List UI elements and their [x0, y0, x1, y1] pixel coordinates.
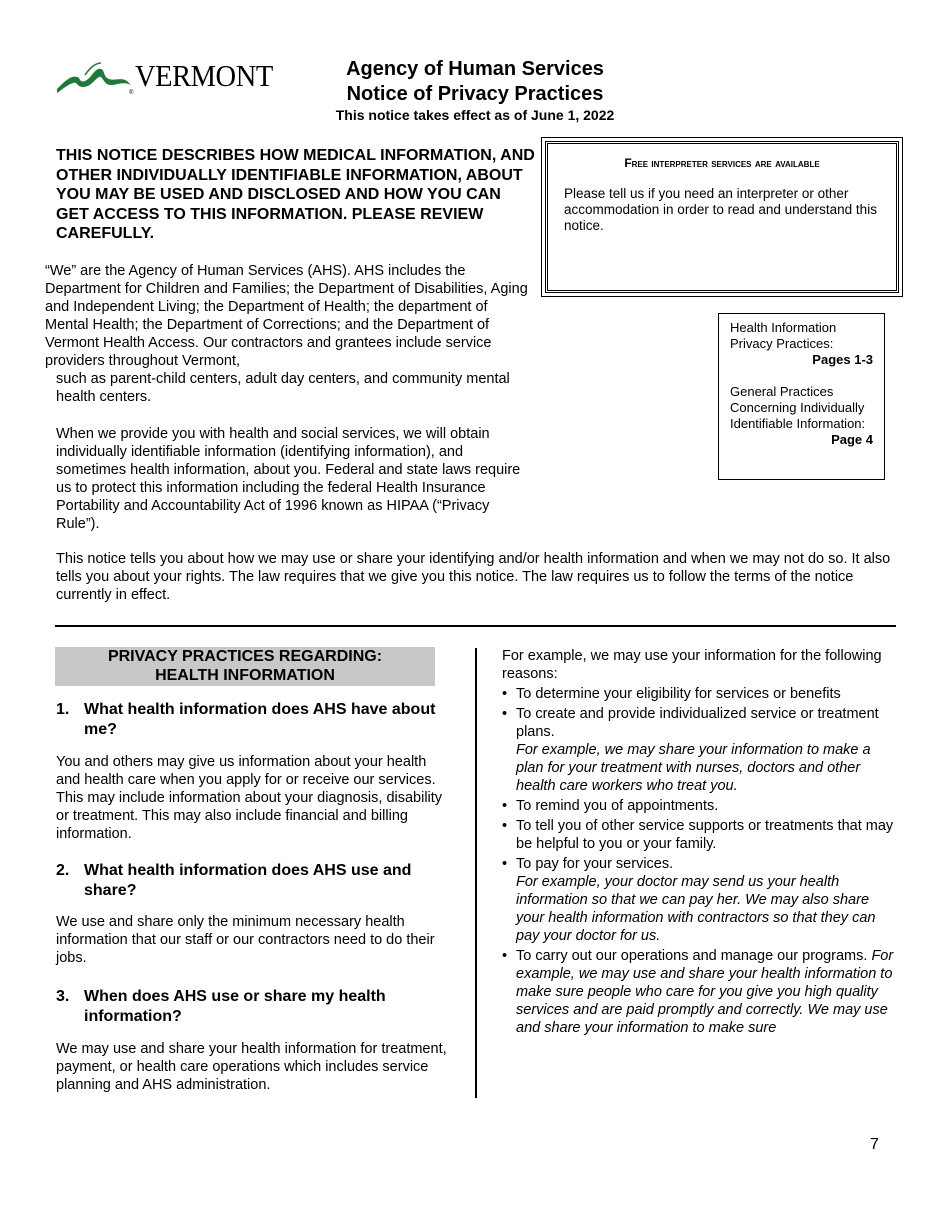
reasons-intro: For example, we may use your information for the following reasons: — [502, 648, 882, 682]
horizontal-divider — [55, 625, 896, 627]
question-heading — [56, 987, 446, 1026]
notice-tells-paragraph: This notice tells you about how we may use or share your identifying and/or health information and when we may not do so. It also tells you about your rights. The law requires that we give you this notice. The law requires us to follow the terms of the notice currently in effect. — [56, 551, 891, 603]
list-item — [502, 855, 897, 945]
interpreter-notice-box — [545, 141, 899, 293]
section-heading-line: HEALTH INFORMATION — [155, 667, 335, 684]
answer-paragraph: You and others may give us information about your health and health care when you apply for or receive our services. This may include information about your diagnosis, disability or treatment. This may also include financial and billing information. — [56, 754, 443, 842]
effective-date: This notice takes effect as of June 1, 2022 — [335, 107, 615, 123]
question-number: 2. — [56, 862, 70, 879]
page-subtitle: Notice of Privacy Practices — [346, 83, 604, 105]
list-item-example: For example, we may share your information to make a plan for your treatment with nurses, doctors and other health care workers who treat you. — [516, 742, 871, 794]
list-item-text: To create and provide individualized service or treatment plans. — [516, 706, 879, 740]
question-number: 1. — [56, 701, 70, 718]
question-text: When does AHS use or share my health information? — [84, 988, 386, 1025]
notice-intro-heading: THIS NOTICE DESCRIBES HOW MEDICAL INFORMATION, AND OTHER INDIVIDUALLY IDENTIFIABLE INFORMATION, ABOUT YOU MAY BE USED AND DISCLOSED AND HOW YOU CAN GET ACCESS TO THIS INFORMATION. PLEASE REVIEW CAREFULLY. — [56, 147, 535, 242]
reasons-list — [502, 685, 897, 1037]
interpreter-title: Free interpreter services are available — [624, 156, 820, 170]
section-heading — [55, 647, 435, 686]
section-heading-line: PRIVACY PRACTICES REGARDING: — [107, 648, 383, 665]
contents-item-pages: Pages 1-3 — [812, 352, 873, 367]
list-item-example: For example, we may use and share your health information to make sure people who care for you give you high quality services and are paid promptly and correctly. We may use and share your information to make sure — [516, 948, 894, 1036]
list-item-text: To pay for your services. — [516, 856, 674, 872]
question-heading — [56, 861, 446, 900]
question-text: What health information does AHS have about me? — [84, 701, 436, 738]
we-paragraph: “We” are the Agency of Human Services (AHS). AHS includes the Department for Children and Families; the Department of Disabilities, Aging and Independent Living; the Department of Health; the department of Mental Health; the Department of Corrections; and the Department of Vermont Health Access. Our contractors and grantees include service providers throughout Vermont, — [45, 263, 528, 369]
question-text: What health information does AHS use and share? — [84, 862, 412, 899]
we-paragraph-continued: such as parent-child centers, adult day centers, and community mental health centers. — [56, 371, 510, 405]
question-heading — [56, 700, 446, 739]
list-item — [502, 817, 897, 853]
list-item-text: To carry out our operations and manage our programs. — [516, 948, 868, 964]
list-item-text: To tell you of other service supports or treatments that may be helpful to you or your family. — [516, 818, 894, 852]
mountain-logo-icon — [55, 55, 135, 97]
page-title: Agency of Human Services — [346, 58, 604, 80]
page-number: 7 — [870, 1136, 879, 1153]
list-item — [502, 705, 897, 795]
contents-item-label: General Practices Concerning Individually Identifiable Information: — [730, 384, 866, 431]
identifying-info-paragraph: When we provide you with health and social services, we will obtain individually identifiable information (identifying information), and sometimes health information, about you. Federal and state laws require us to protect this information including the federal Health Insurance Portability and Accountability Act of 1996 known as HIPAA (“Privacy Rule”). — [56, 426, 521, 532]
contents-item-pages: Page 4 — [831, 432, 873, 447]
list-item — [502, 685, 897, 703]
interpreter-body: Please tell us if you need an interpreter or other accommodation in order to read and understand this notice. — [564, 186, 877, 233]
reasons-list-section — [502, 647, 897, 1037]
list-item — [502, 797, 897, 815]
list-item — [502, 947, 897, 1037]
list-item-example: For example, your doctor may send us your health information so that we can pay her. We may also share your health information with contractors so that they can pay your doctor for us. — [516, 874, 876, 944]
contents-box — [718, 313, 885, 480]
list-item-text: To remind you of appointments. — [516, 798, 719, 814]
contents-item-label: Health Information Privacy Practices: — [730, 320, 837, 351]
vermont-logo — [55, 55, 275, 97]
column-divider — [475, 648, 477, 1098]
list-item-text: To determine your eligibility for services or benefits — [516, 686, 841, 702]
logo-text: VERMONT — [135, 58, 273, 93]
answer-paragraph: We use and share only the minimum necessary health information that our staff or our contractors need to do their jobs. — [56, 914, 435, 966]
question-number: 3. — [56, 988, 70, 1005]
answer-paragraph: We may use and share your health information for treatment, payment, or health care operations which includes service planning and AHS administration. — [56, 1041, 447, 1093]
svg-text:®: ® — [129, 90, 134, 96]
